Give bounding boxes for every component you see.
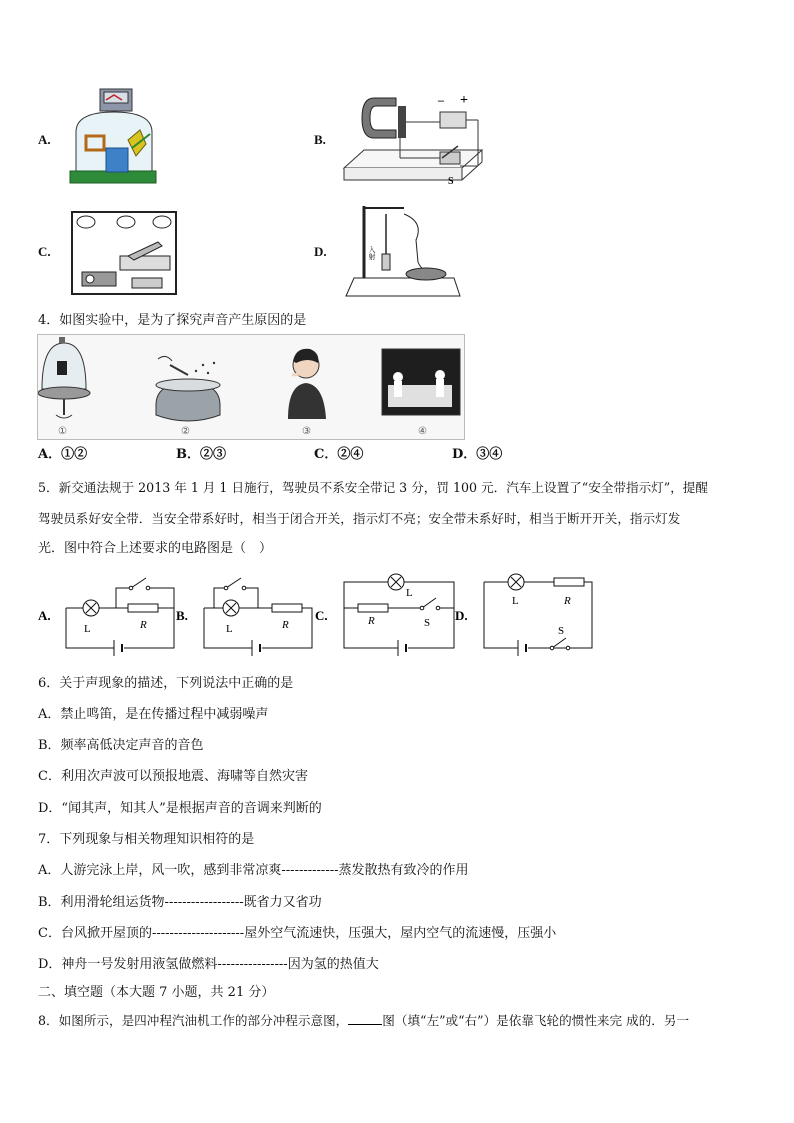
q3-option-b-label: B. [314,132,326,147]
q4-choice-a-value: ①② [61,447,88,462]
q8-answer-blank[interactable] [348,1012,382,1025]
q3-figure-d [344,200,464,300]
q5-circuit-b [176,578,312,656]
q6-option-c[interactable]: C．利用次声波可以预报地震、海啸等自然灾害 [38,769,308,784]
q5-circuits [36,568,636,662]
q5-circuit-a [38,578,174,656]
q6-option-a[interactable]: A．禁止鸣笛，是在传播过程中减弱噪声 [38,707,269,722]
svg-text:L: L [512,595,519,607]
svg-text:S: S [558,625,565,637]
q4-choice-d[interactable] [452,447,502,463]
q4-figure-1 [38,337,90,418]
svg-text:R: R [140,619,147,631]
q3-figure-c [62,206,182,298]
q5-option-d-label: D. [455,608,468,623]
q4-caption-2: ② [181,426,190,437]
svg-text:S: S [424,617,431,629]
q4-caption-4: ④ [418,426,427,437]
svg-text:L: L [226,623,233,635]
q7-option-c[interactable]: C．台风掀开屋顶的---------------------屋外空气流速快，压强大，屋内空气的流速慢，压强小 [38,926,557,941]
q3-option-a-label: A. [38,132,51,147]
q6-option-b[interactable]: B．频率高低决定声音的音色 [38,738,204,753]
q7-stem: 7．下列现象与相关物理知识相符的是 [38,832,255,847]
q7-option-d[interactable]: D．神舟一号发射用液氢做燃料----------------因为氢的热值大 [38,957,379,972]
q6-stem: 6．关于声现象的描述，下列说法中正确的是 [38,676,294,691]
q5-stem-line2: 驾驶员系好安全带．当安全带系好时，相当于闭合开关，指示灯不亮；安全带未系好时，相当于断开开关，指示灯发 [38,511,681,526]
q4-choice-a[interactable] [38,447,87,463]
q4-stem: 4．如图实验中，是为了探究声音产生原因的是 [38,313,307,328]
q5-option-a-label: A. [38,608,51,623]
q4-choice-b[interactable] [176,447,226,463]
q3-b-switch-label: S [448,176,454,187]
svg-text:R: R [368,615,375,627]
q4-caption-3: ③ [302,426,311,437]
q3-b-minus: – [438,93,444,107]
q4-figure-strip [37,334,465,440]
svg-text:R: R [564,595,571,607]
q5-option-b-label: B. [176,608,188,623]
q3-b-plus: + [460,93,468,108]
q4-choice-c[interactable] [314,447,363,463]
q5-circuit-c [315,574,454,656]
q4-choice-d-value: ③④ [476,447,503,462]
q8-stem-after: 图（填“左”或“右”）是依靠飞轮的惯性来完 成的．另一 [382,1013,690,1028]
q4-figure-2 [156,356,220,421]
q8-stem-before: 8．如图所示，是四冲程汽油机工作的部分冲程示意图， [38,1013,349,1028]
q7-option-b[interactable]: B．利用滑轮组运货物------------------既省力又省功 [38,895,322,910]
q4-choice-a-label: A． [38,447,62,462]
q5-option-c-label: C. [315,608,328,623]
q4-choice-b-label: B． [176,447,200,462]
q4-choice-c-value: ②④ [337,447,364,462]
section-heading: 二、填空题（本大题 7 小题，共 21 分） [38,985,275,1000]
q3-option-d-label: D. [314,244,327,259]
q5-stem-line1: 5．新交通法规于 2013 年 1 月 1 日施行，驾驶员不系安全带记 3 分，罚 100 元．汽车上设置了“安全带指示灯”，提醒 [38,480,708,495]
q3-option-c-label: C. [38,244,51,259]
q4-figure-3 [288,349,326,419]
q3-d-label: 入射 [368,246,376,260]
q5-stem-line3: 光．图中符合上述要求的电路图是（ ） [38,541,273,556]
q4-figure-4 [382,349,460,415]
svg-text:L: L [406,587,413,599]
svg-text:R: R [282,619,289,631]
q4-choice-b-value: ②③ [200,447,227,462]
svg-text:L: L [84,623,91,635]
q3-figure-b [340,88,486,192]
q6-option-d[interactable]: D．“闻其声，知其人”是根据声音的音调来判断的 [38,801,322,816]
q4-choice-d-label: D． [452,447,477,462]
q4-choice-c-label: C． [314,447,338,462]
q7-option-a[interactable]: A．人游完泳上岸，风一吹，感到非常凉爽-------------蒸发散热有致冷的作用 [38,863,469,878]
q4-caption-1: ① [58,426,67,437]
q3-figure-a [66,86,162,190]
q8-stem [38,1012,689,1029]
q5-circuit-d [455,574,592,656]
